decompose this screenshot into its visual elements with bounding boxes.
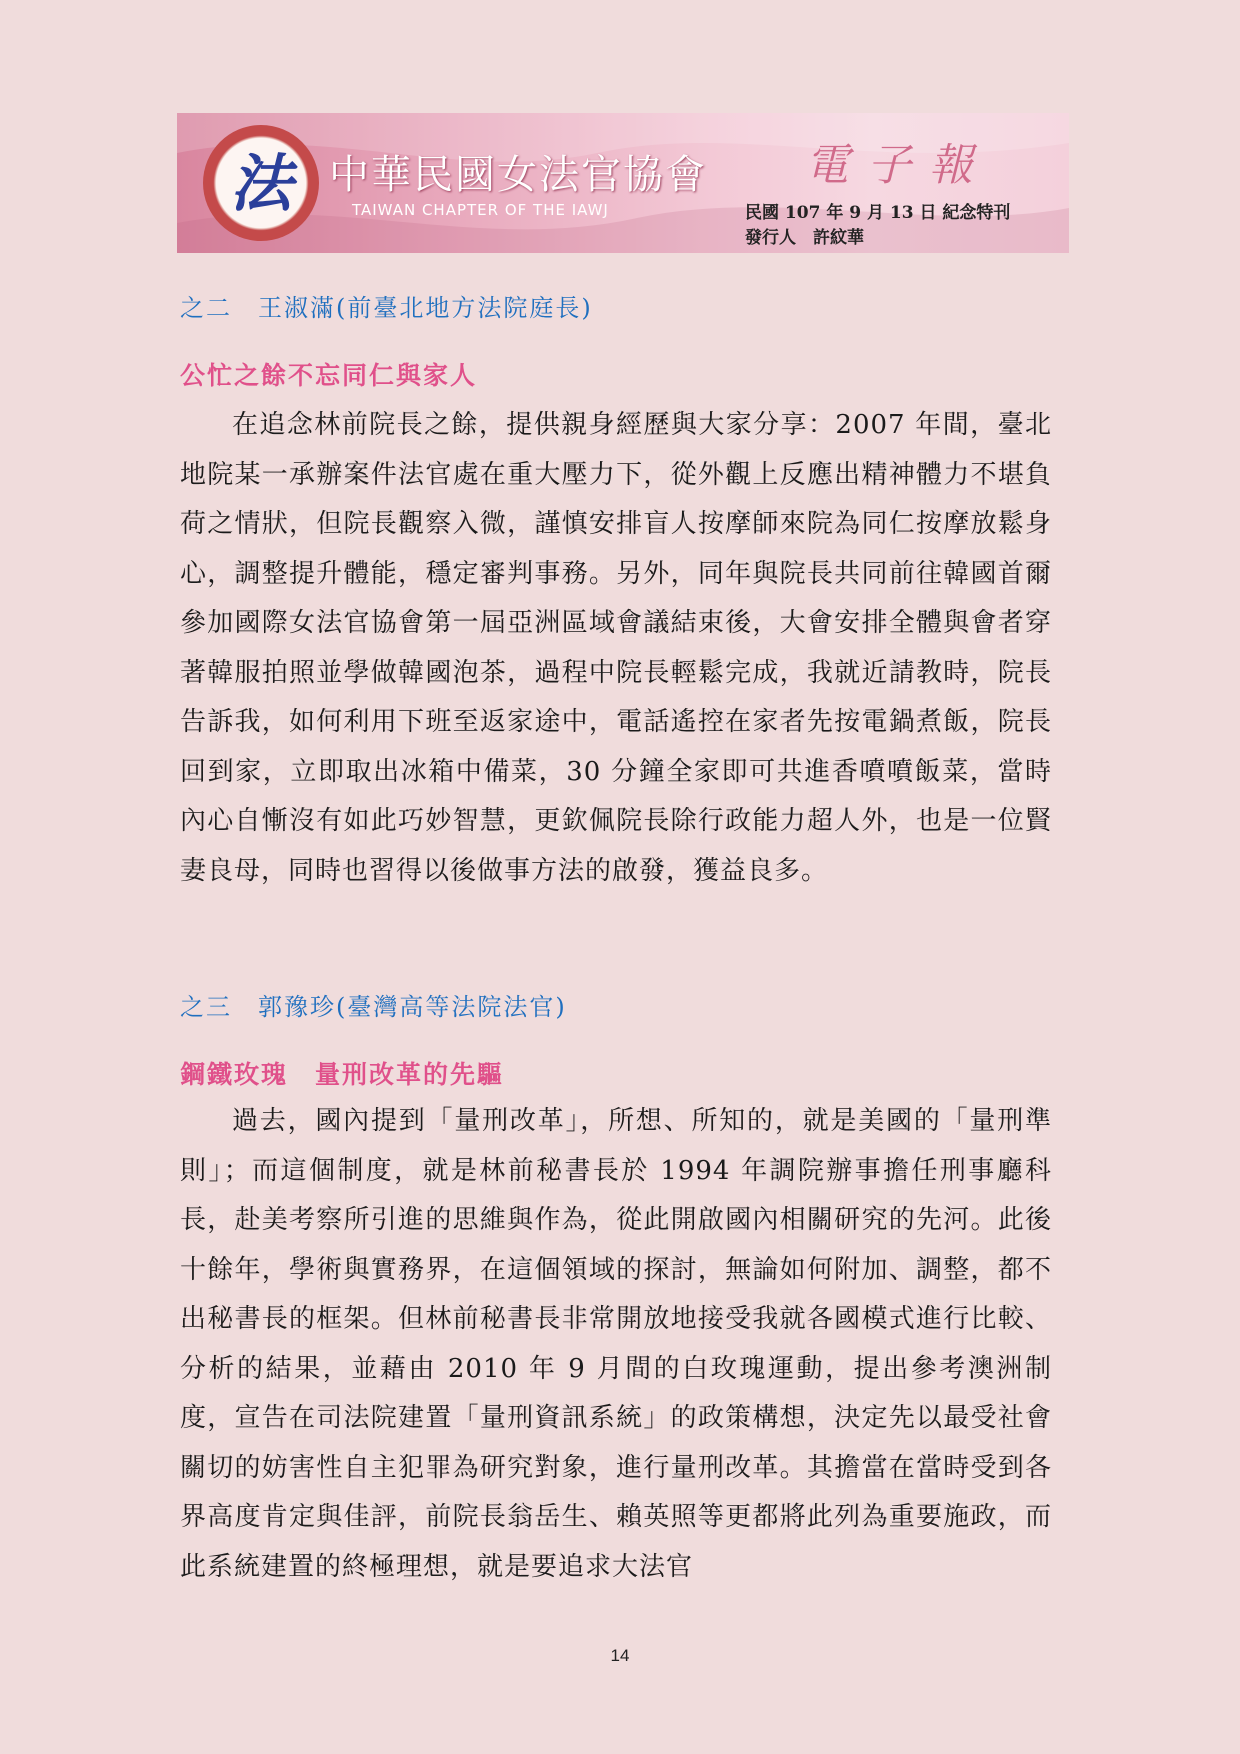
section-body: 在追念林前院長之餘，提供親身經歷與大家分享：2007 年間，臺北地院某一承辦案件法官處在重大壓力下，從外觀上反應出精神體力不堪負荷之情狀，但院長觀察入微，謹慎安排盲人按摩師來院為同仁按摩放鬆身心，調整提升體能，穩定審判事務。另外，同年與院長共同前往韓國首爾參加國際女法官協會第一屆亞洲區域會議結束後，大會安排全體與會者穿著韓服拍照並學做韓國泡茶，過程中院長輕鬆完成，我就近請教時，院長告訴我，如何利用下班至返家途中，電話遙控在家者先按電鍋煮飯，院長回到家，立即取出冰箱中備菜，30 分鐘全家即可共進香噴噴飯菜，當時內心自慚沒有如此巧妙智慧，更欽佩院長除行政能力超人外，也是一位賢妻良母，同時也習得以後做事方法的啟發，獲益良多。 <box>180 410 1052 886</box>
section-subheading: 公忙之餘不忘同仁與家人 <box>180 361 478 390</box>
publisher: 發行人 許紋華 <box>745 228 864 248</box>
org-seal-logo <box>203 125 319 241</box>
header-banner <box>177 113 1069 253</box>
page-number: 14 <box>610 1646 630 1665</box>
epaper-title: 電子報 <box>805 140 991 191</box>
section-subheading: 鋼鐵玫瑰 量刑改革的先驅 <box>180 1060 505 1089</box>
section-body: 過去，國內提到「量刑改革」，所想、所知的，就是美國的「量刑準則」；而這個制度，就是林前秘書長於 1994 年調院辦事擔任刑事廳科長，赴美考察所引進的思維與作為，從此開啟國內相關研究的先河。此後十餘年，學術與實務界，在這個領域的探討，無論如何附加、調整，都不出秘書長的框架。但林前秘書長非常開放地接受我就各國模式進行比較、分析的結果，並藉由 2010 年 9 月間的白玫瑰運動，提出參考澳洲制度，宣告在司法院建置「量刑資訊系統」的政策構想，決定先以最受社會關切的妨害性自主犯罪為研究對象，進行量刑改革。其擔當在當時受到各界高度肯定與佳評，前院長翁岳生、賴英照等更都將此列為重要施政，而此系統建置的終極理想，就是要追求大法官 <box>180 1106 1052 1582</box>
org-name-english: TAIWAN CHAPTER OF THE IAWJ <box>352 201 609 219</box>
section-heading: 之三 郭豫珍(臺灣高等法院法官) <box>180 993 567 1021</box>
issue-date: 民國 107 年 9 月 13 日 紀念特刊 <box>745 203 1011 223</box>
svg-text:法: 法 <box>229 147 293 220</box>
section-heading: 之二 王淑滿(前臺北地方法院庭長) <box>180 294 593 322</box>
org-name-chinese: 中華民國女法官協會 <box>329 152 707 198</box>
